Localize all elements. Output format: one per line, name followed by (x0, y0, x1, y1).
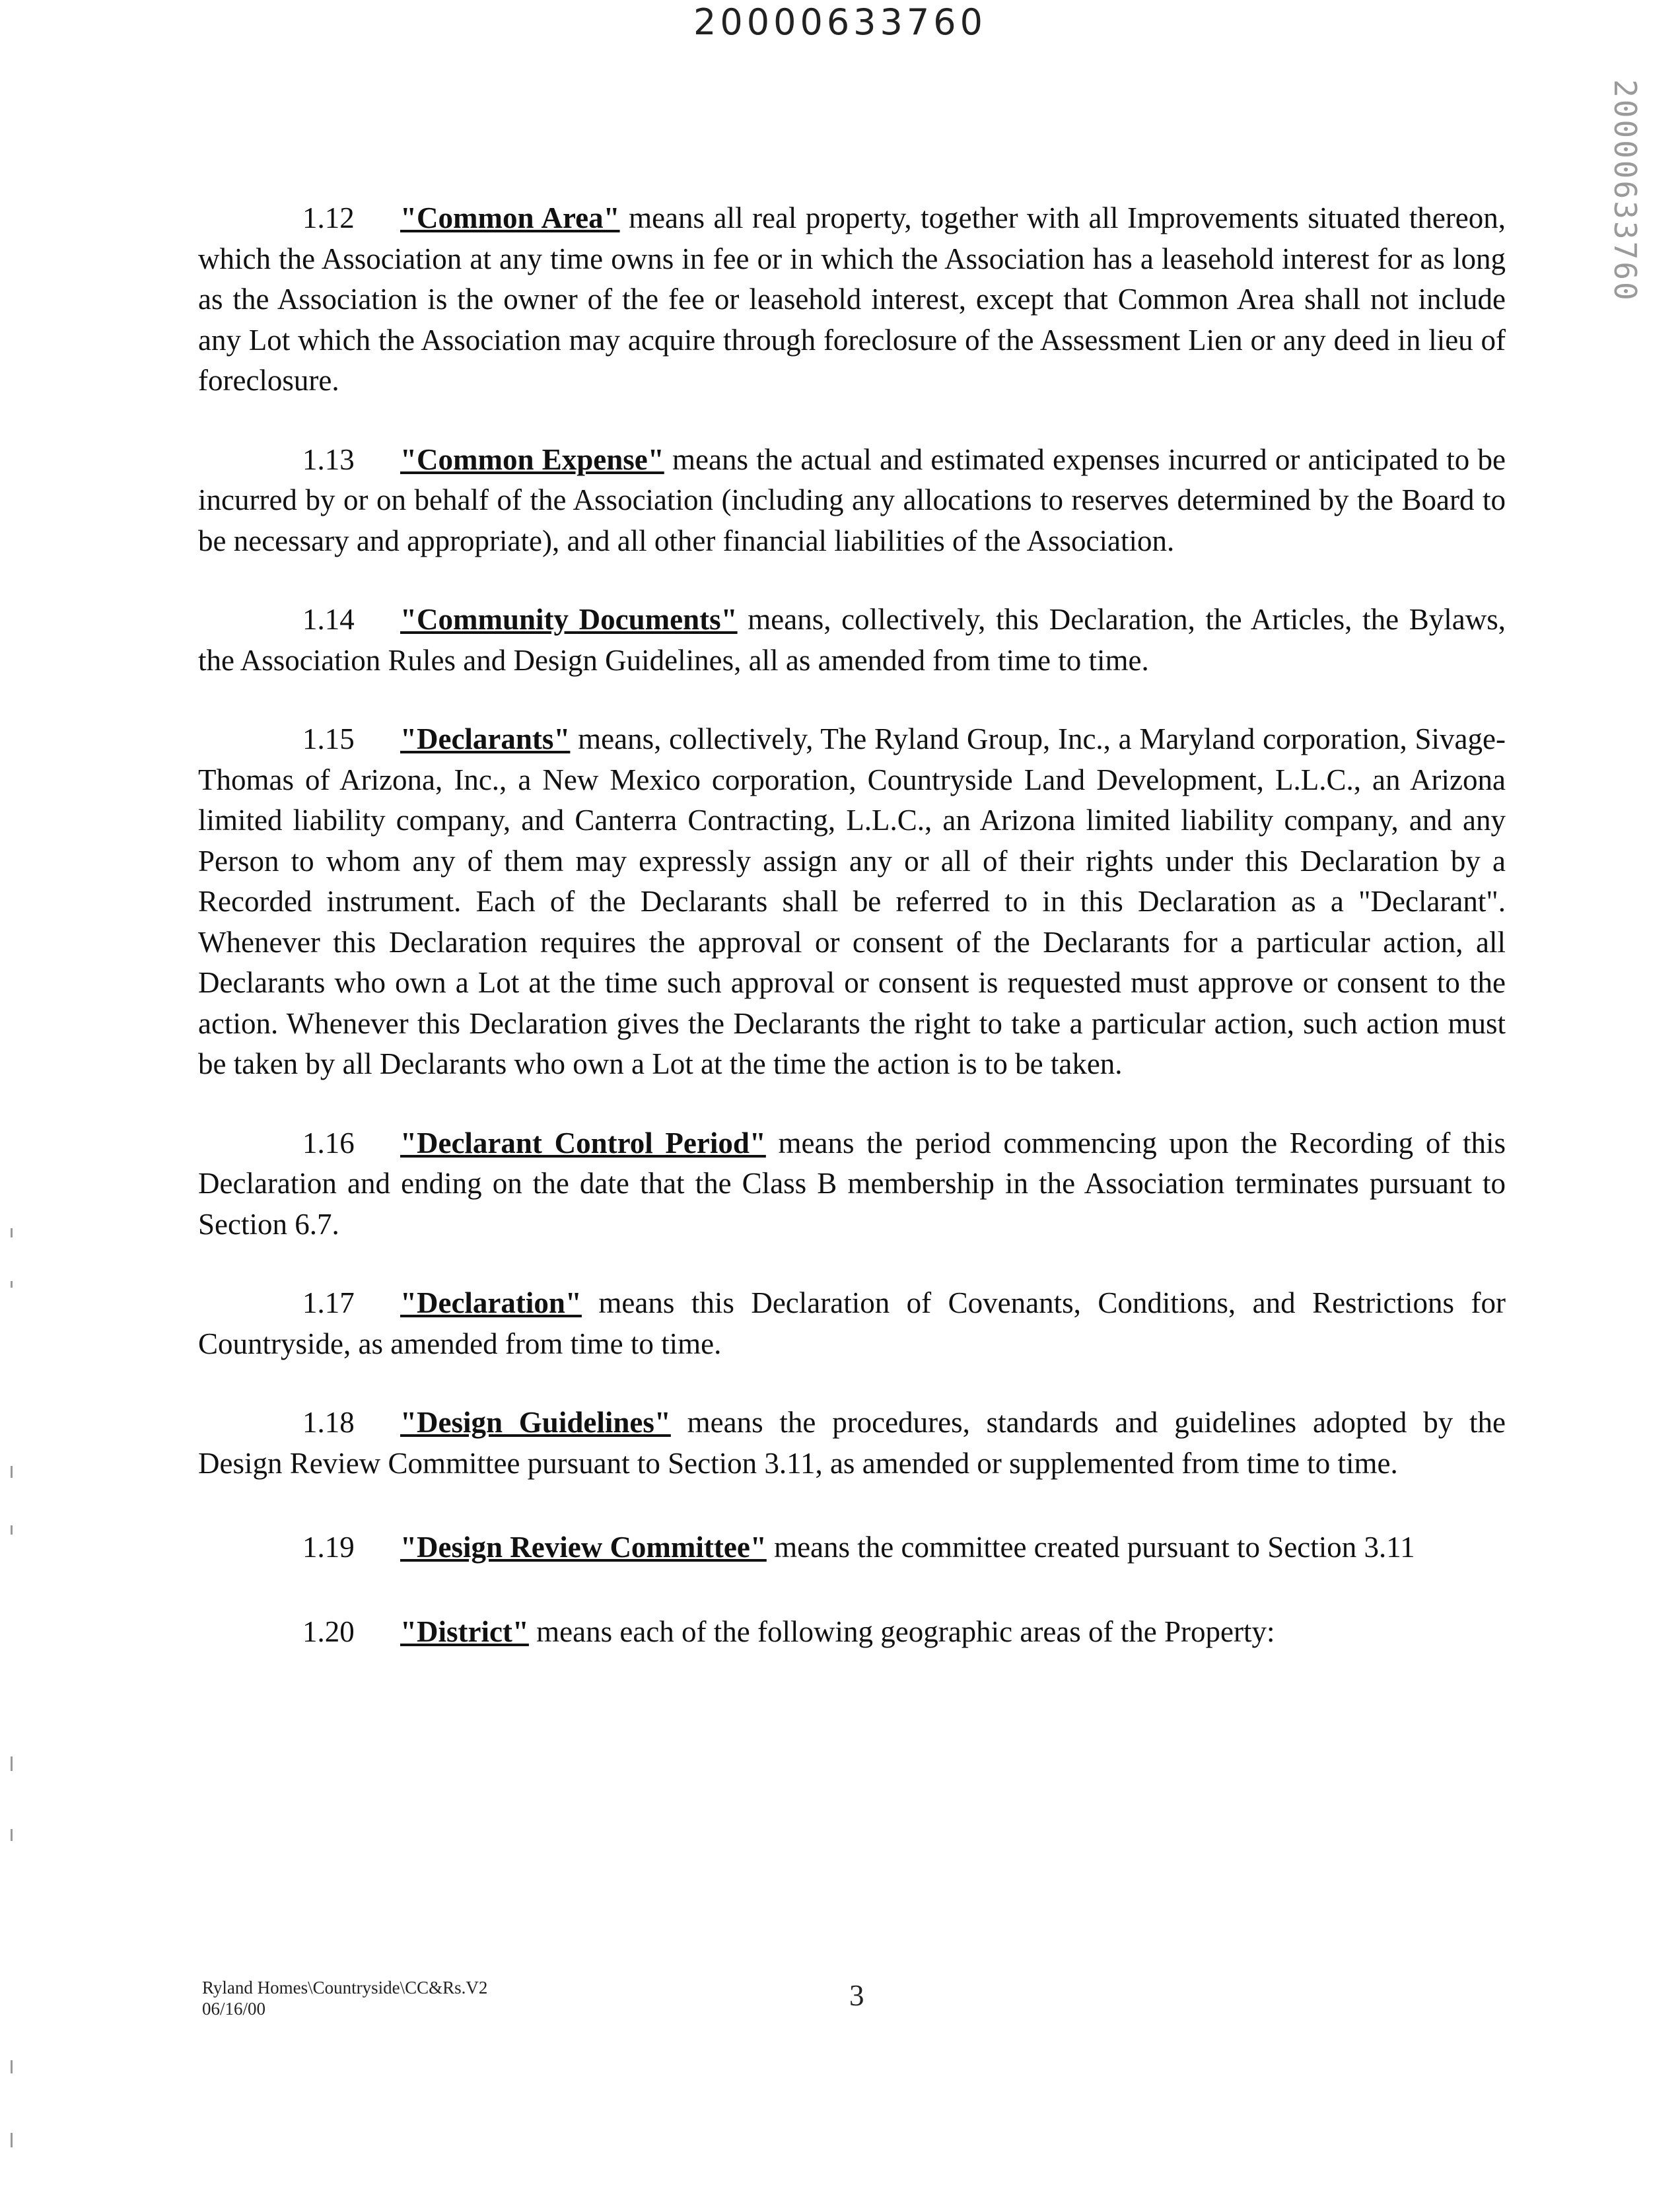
section-number: 1.14 (302, 603, 355, 636)
document-body (198, 198, 1506, 1652)
section-text: means all real property, together with all Improvements situated thereon, which the Association at any time owns in fee or in which the Association has a leasehold interest for as long as the Association is the owner of the fee or leasehold interest, except that Common Area shall not include any Lot which the Association may acquire through foreclosure of the Assessment Lien or any deed in lieu of foreclosure. (198, 201, 1506, 397)
scan-artifact (11, 1281, 13, 1288)
defined-term: "Design Review Committee" (400, 1531, 767, 1564)
section-number: 1.13 (302, 442, 355, 476)
section-number: 1.18 (302, 1406, 355, 1439)
section-1-14 (198, 600, 1506, 681)
section-text: means the procedures, standards and guidelines adopted by the Design Review Committee pursuant to Section 3.11, as amended or supplemented from time to time. (198, 1406, 1506, 1480)
scan-artifact (11, 1756, 13, 1771)
scan-artifact (11, 1525, 13, 1535)
section-text: means this Declaration of Covenants, Conditions, and Restrictions for Countryside, as amended from time to time. (198, 1286, 1506, 1360)
section-number: 1.12 (302, 201, 355, 234)
section-text: means, collectively, this Declaration, the Articles, the Bylaws, the Association Rules and Design Guidelines, all as amended from time to time. (198, 603, 1506, 677)
section-1-19 (198, 1527, 1506, 1568)
section-text: means the actual and estimated expenses incurred or anticipated to be incurred by or on behalf of the Association (including any allocations to reserves determined by the Board to be necessary and appropriate), and all other financial liabilities of the Association. (198, 442, 1506, 557)
defined-term: "Declarants" (400, 722, 571, 755)
defined-term: "Common Expense" (400, 442, 664, 476)
defined-term: "Declaration" (400, 1286, 582, 1319)
section-1-18 (198, 1403, 1506, 1484)
section-1-13 (198, 440, 1506, 562)
section-1-20 (198, 1612, 1506, 1653)
defined-term: "Community Documents" (400, 603, 738, 636)
page-number: 3 (849, 1979, 864, 2012)
section-text: means the committee created pursuant to Section 3.11 (766, 1531, 1415, 1564)
section-text: means each of the following geographic areas of the Property: (528, 1614, 1275, 1648)
footer-date: 06/16/00 (202, 1999, 266, 2019)
section-1-17 (198, 1283, 1506, 1364)
section-number: 1.15 (302, 722, 355, 755)
scan-artifact (11, 1228, 13, 1237)
defined-term: "Common Area" (400, 201, 620, 234)
scan-artifact (11, 1466, 13, 1478)
side-stamp: 20000633760 (1607, 79, 1643, 302)
scan-artifact (11, 2060, 13, 2073)
defined-term: "District" (400, 1614, 529, 1648)
document-number: 20000633760 (693, 1, 987, 43)
section-1-16 (198, 1123, 1506, 1245)
section-1-15 (198, 719, 1506, 1085)
section-text: means, collectively, The Ryland Group, Inc., a Maryland corporation, Sivage-Thomas of Arizona, Inc., a New Mexico corporation, Countryside Land Development, L.L.C., an Arizona limited liability company, and Canterra Contracting, L.L.C., an Arizona limited liability company, and any Person to whom any of them may expressly assign any or all of their rights under this Declaration by a Recorded instrument. Each of the Declarants shall be referred to in this Declaration as a "Declarant". Whenever this Declaration requires the approval or consent of the Declarants for a particular action, all Declarants who own a Lot at the time such approval or consent is requested must approve or consent to the action. Whenever this Declaration gives the Declarants the right to take a particular action, such action must be taken by all Declarants who own a Lot at the time the action is to be taken. (198, 722, 1506, 1080)
defined-term: "Design Guidelines" (400, 1406, 671, 1439)
section-text: means the period commencing upon the Recording of this Declaration and ending on the date that the Class B membership in the Association terminates pursuant to Section 6.7. (198, 1126, 1506, 1241)
section-number: 1.20 (302, 1614, 355, 1648)
scan-artifact (11, 1829, 13, 1841)
footer-reference (202, 1977, 487, 2019)
section-number: 1.16 (302, 1126, 355, 1160)
section-number: 1.19 (302, 1531, 355, 1564)
footer-file-path: Ryland Homes\Countryside\CC&Rs.V2 (202, 1978, 488, 1997)
section-number: 1.17 (302, 1286, 355, 1319)
section-1-12 (198, 198, 1506, 401)
defined-term: "Declarant Control Period" (400, 1126, 766, 1160)
scan-artifact (11, 2133, 13, 2147)
